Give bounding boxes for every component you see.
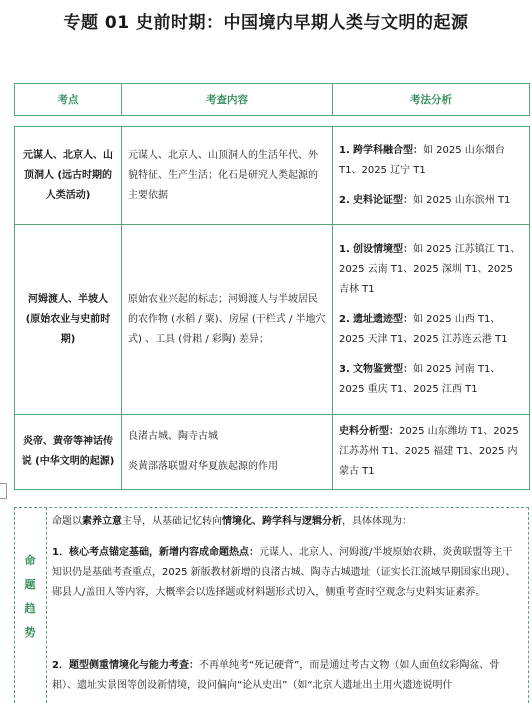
table-header-row (15, 84, 530, 116)
margin-marker (0, 483, 7, 499)
trend-point-1: 1．核心考点锚定基础，新增内容成命题热点：元谋人、北京人、河姆渡/半坡原始农耕、炎黄联盟等主干知识仍是基础考查重点，2025 新版教材新增的良渚古城、陶寺古城遗址（证实长江流域早期国家出现）、郧县人/盖田人等内容，大概率会以选择题或材料题形式切入，侧重考查时空观念与史料实证素养。 (52, 547, 516, 598)
trend-side-label: 命 题 趋 势 (14, 507, 47, 703)
row-analysis: 史料分析型：2025 山东潍坊 T1、2025 江苏苏州 T1、2025 福建 T1、2025 内蒙古 T1 (333, 415, 530, 490)
header-analysis: 考法分析 (333, 84, 530, 116)
row-content: 元谋人、北京人、山顶洞人的生活年代、外貌特征、生产生活；化石是研究人类起源的主要依据 (122, 127, 333, 225)
header-content: 考查内容 (122, 84, 333, 116)
row-analysis: 1. 创设情境型：如 2025 江苏镇江 T1、2025 云南 T1、2025 深圳 T1、2025 吉林 T1 2. 遗址遗迹型：如 2025 山西 T1、2025 天津 T1、2025 江苏连云港 T1 3. 文物鉴赏型：如 2025 河南 T1、2025 重庆 T1、2025 江西 T1 (333, 225, 530, 415)
table-row (15, 225, 530, 415)
row-content: 良渚古城、陶寺古城 炎黄部落联盟对华夏族起源的作用 (122, 415, 333, 490)
row-point: 河姆渡人、半坡人 (原始农业与史前时期) (15, 225, 122, 415)
row-content: 原始农业兴起的标志；河姆渡人与半坡居民的农作物 (水稻 / 粟)、房屋 (干栏式 / 半地穴式) 、工具 (骨耜 / 彩陶) 差异； (122, 225, 333, 415)
trend-point-2: 2．题型侧重情境化与能力考查：不再单纯考“死记硬背”，而是通过考古文物（如人面鱼纹彩陶盆、骨耜）、遗址实景图等创设新情境，设问偏向“论从史出”（如“北京人遗址出土用火遗迹说明什 (52, 660, 500, 691)
row-analysis: 1. 跨学科融合型：如 2025 山东烟台 T1、2025 辽宁 T1 2. 史料论证型：如 2025 山东滨州 T1 (333, 127, 530, 225)
table-row (15, 415, 530, 490)
header-point: 考点 (15, 84, 122, 116)
page-title: 专题 01 史前时期：中国境内早期人类与文明的起源 (63, 13, 469, 33)
exam-point-table (14, 83, 530, 490)
row-point: 元谋人、北京人、山顶洞人 (远古时期的人类活动) (15, 127, 122, 225)
table-row (15, 127, 530, 225)
row-point: 炎帝、黄帝等神话传说 (中华文明的起源) (15, 415, 122, 490)
trend-intro: 命题以素养立意主导，从基础记忆转向情境化、跨学科与逻辑分析，具体体现为： (52, 516, 412, 527)
